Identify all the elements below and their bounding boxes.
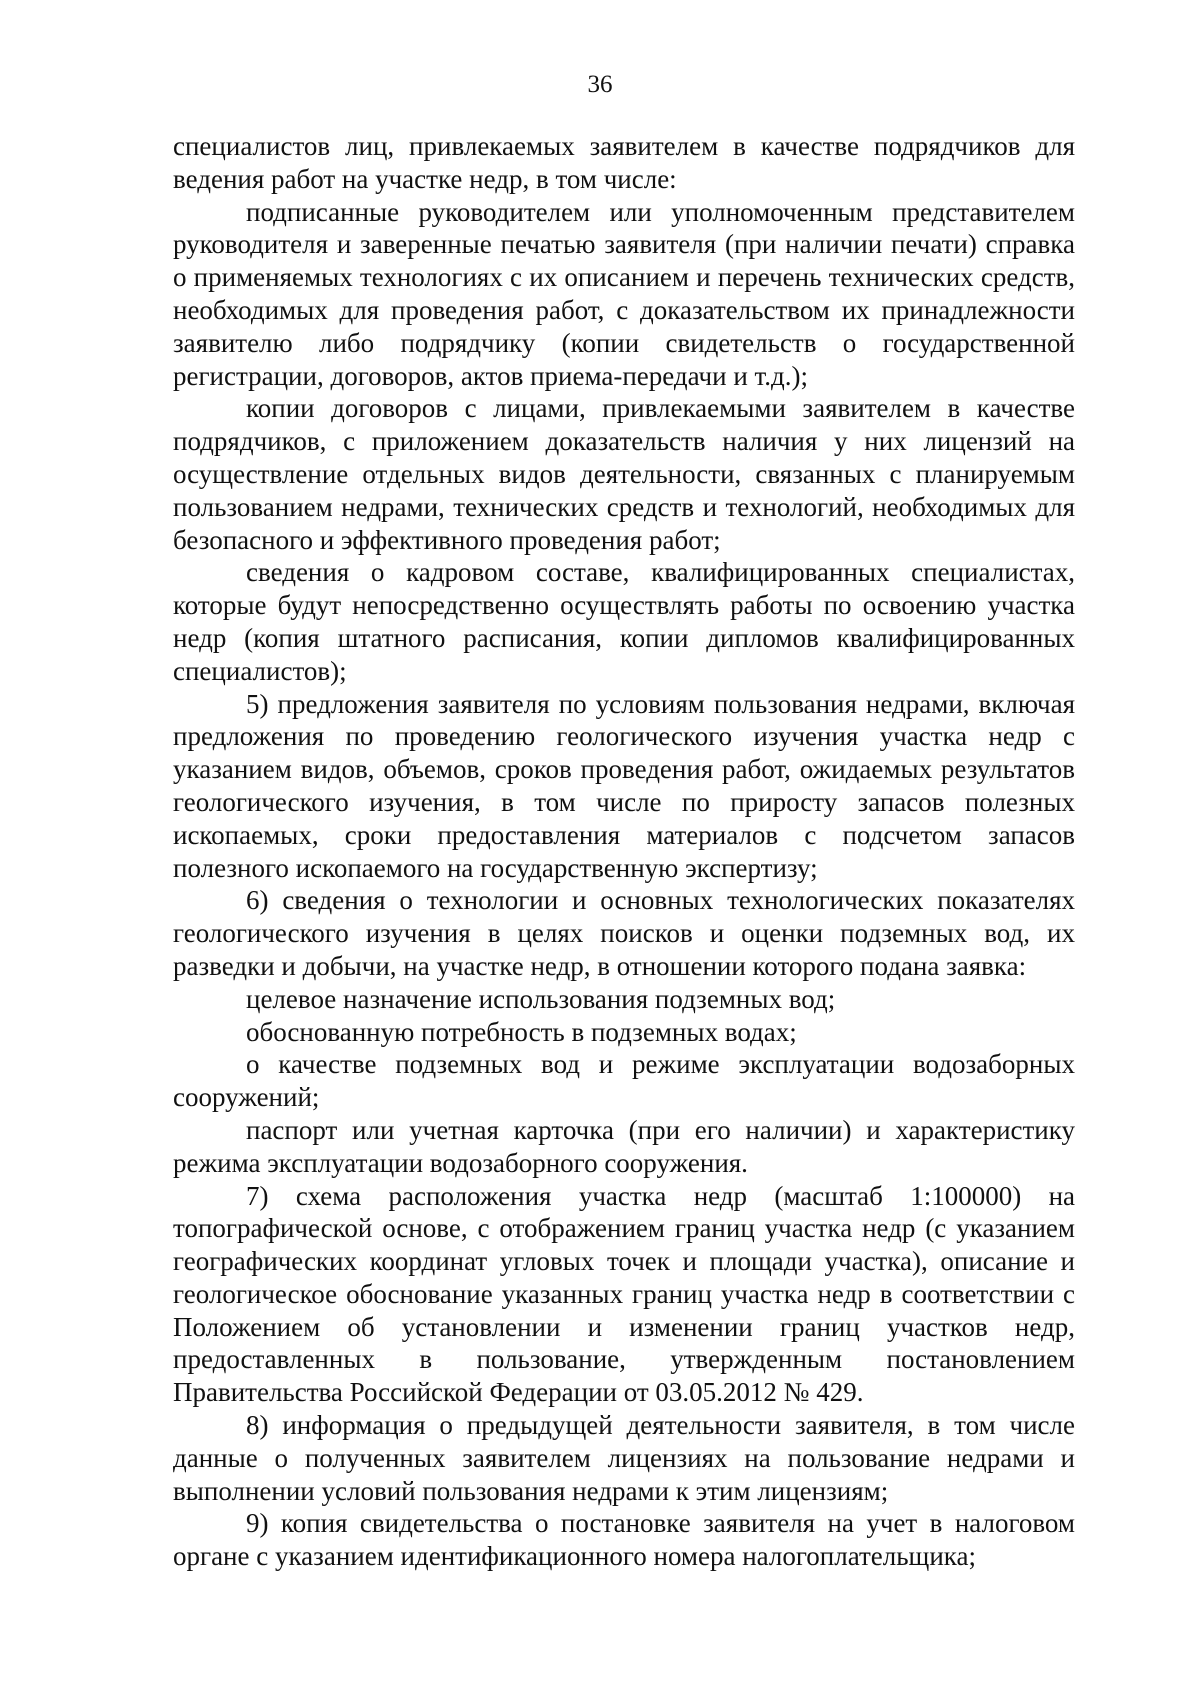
paragraph: подписанные руководителем или уполномоченным представителем руководителя и заверенные печатью заявителя (при наличии печати) справка о применяемых технологиях с их описанием и перечень технических средств, необходимых для проведения работ, с доказательством их принадлежности заявителю либо подрядчику (копии свидетельств о государственной регистрации, договоров, актов приема-передачи и т.д.);: [173, 196, 1075, 391]
paragraph: паспорт или учетная карточка (при его наличии) и характеристику режима эксплуатации водозаборного сооружения.: [173, 1114, 1075, 1178]
paragraph: сведения о кадровом составе, квалифицированных специалистах, которые будут непосредственно осуществлять работы по освоению участка недр (копия штатного расписания, копии дипломов квалифицированных специалистов);: [173, 557, 1075, 686]
paragraph: специалистов лиц, привлекаемых заявителем в качестве подрядчиков для ведения работ на участке недр, в том числе:: [173, 131, 1075, 194]
paragraph: обоснованную потребность в подземных водах;: [246, 1016, 797, 1047]
paragraph: о качестве подземных вод и режиме эксплуатации водозаборных сооружений;: [173, 1049, 1075, 1113]
page-number: 36: [587, 71, 613, 98]
paragraph: копии договоров с лицами, привлекаемыми заявителем в качестве подрядчиков, с приложением доказательств наличия у них лицензий на осуществление отдельных видов деятельности, связанных с планируемым пользованием недрами, технических средств и технологий, необходимых для безопасного и эффективного проведения работ;: [173, 393, 1075, 555]
paragraph: 6) сведения о технологии и основных технологических показателях геологического изучения в целях поисков и оценки подземных вод, их разведки и добычи, на участке недр, в отношении которого подана заявка:: [173, 885, 1075, 981]
paragraph: 8) информация о предыдущей деятельности заявителя, в том числе данные о полученных заявителем лицензиях на пользование недрами и выполнении условий пользования недрами к этим лицензиям;: [173, 1410, 1075, 1506]
paragraph: 7) схема расположения участка недр (масштаб 1:100000) на топографической основе, с отображением границ участка недр (с указанием географических координат угловых точек и площади участка), описание и геологическое обоснование указанных границ участка недр в соответствии с Положением об установлении и изменении границ участков недр, предоставленных в пользование, утвержденным постановлением Правительства Российской Федерации от 03.05.2012 № 429.: [173, 1180, 1075, 1408]
paragraph: 5) предложения заявителя по условиям пользования недрами, включая предложения по проведению геологического изучения участка недр с указанием видов, объемов, сроков проведения работ, ожидаемых результатов геологического изучения, в том числе по приросту запасов полезных ископаемых, сроки предоставления материалов с подсчетом запасов полезного ископаемого на государственную экспертизу;: [173, 688, 1075, 883]
paragraph: целевое назначение использования подземных вод;: [246, 983, 836, 1014]
body-text: [173, 130, 1075, 1573]
paragraph: 9) копия свидетельства о постановке заявителя на учет в налоговом органе с указанием идентификационного номера налогоплательщика;: [173, 1508, 1075, 1572]
